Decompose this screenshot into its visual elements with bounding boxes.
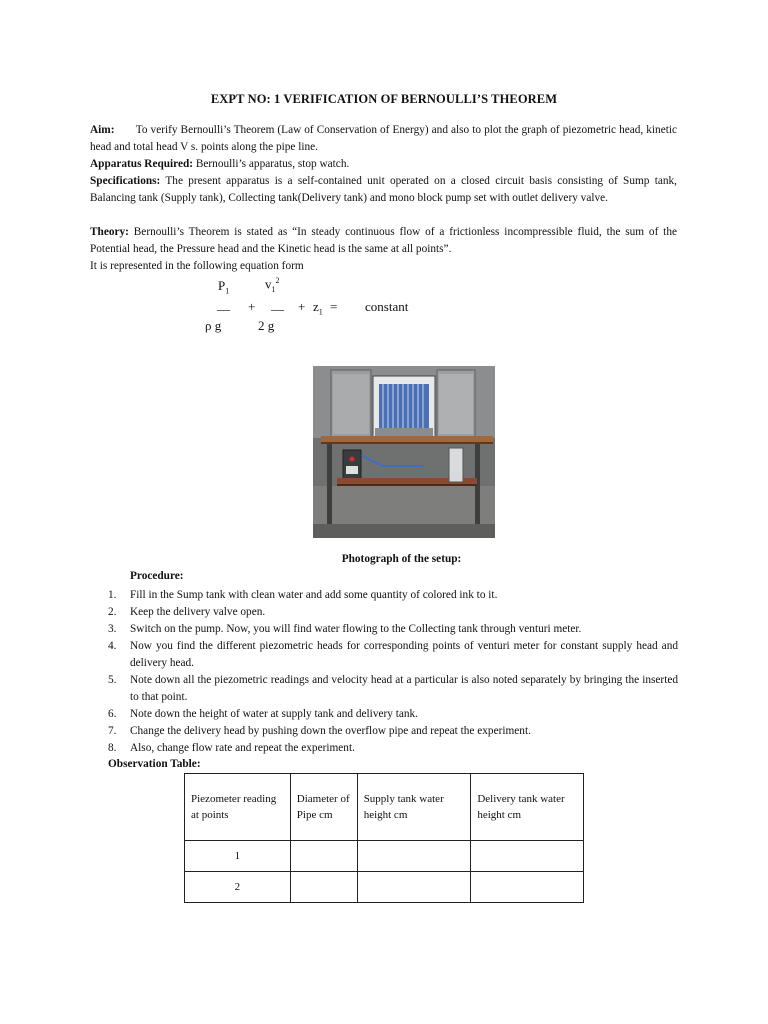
procedure-list: [108, 587, 678, 757]
procedure-step: 8. Also, change flow rate and repeat the experiment.: [108, 742, 355, 754]
procedure-step: 5. Note down all the piezometric readings and velocity head at a particular is also noted separately by bringing the inserted to that point.: [108, 674, 678, 703]
setup-photograph: [313, 366, 495, 538]
aim-label: Aim:: [90, 124, 115, 136]
equation-denominator-2g: 2 g: [258, 318, 275, 333]
equation-fraction-bar: __: [217, 297, 230, 312]
equation-equals: =: [330, 299, 338, 314]
apparatus-text: Bernoulli’s apparatus, stop watch.: [195, 158, 350, 170]
setup-photograph-drawing: [313, 366, 495, 538]
aim-paragraph: [90, 122, 677, 156]
column-header-piezometer: Piezometer reading at points: [185, 774, 291, 841]
specifications-paragraph: [90, 173, 677, 207]
table-cell: [290, 872, 357, 903]
procedure-heading: Procedure:: [130, 570, 184, 582]
page-title: EXPT NO: 1 VERIFICATION OF BERNOULLI’S THEOREM: [210, 92, 558, 106]
equation-constant: constant: [365, 299, 409, 314]
table-row: [185, 841, 584, 872]
table-cell: [471, 872, 584, 903]
table-cell: [357, 872, 471, 903]
equation-numerator-pressure: $P_1$: [218, 278, 230, 296]
theory-text: Bernoulli’s Theorem is stated as “In steady continuous flow of a frictionless incompressible fluid, the sum of the Potential head, the Pressure head and the Kinetic head is the same at all points”.: [90, 226, 677, 255]
table-cell: 1: [185, 841, 291, 872]
table-cell: 2: [185, 872, 291, 903]
photo-caption: Photograph of the setup:: [341, 553, 462, 565]
equation-intro: It is represented in the following equation form: [90, 260, 304, 272]
table-cell: [357, 841, 471, 872]
observation-table-heading: Observation Table:: [108, 758, 201, 770]
specifications-text: The present apparatus is a self-contained unit operated on a closed circuit basis consisting of Sump tank, Balancing tank (Supply tank), Collecting tank(Delivery tank) and mono block pump set with outlet delivery valve.: [90, 175, 677, 204]
procedure-step: 2. Keep the delivery valve open.: [108, 606, 266, 618]
theory-paragraph: [90, 224, 677, 258]
procedure-step: 6. Note down the height of water at supply tank and delivery tank.: [108, 708, 418, 720]
table-row: [185, 872, 584, 903]
observation-table: [184, 773, 584, 903]
equation-plus: +: [248, 299, 256, 314]
equation-z-term: $z_1$: [313, 299, 323, 317]
table-cell: [290, 841, 357, 872]
equation-fraction-bar: __: [271, 297, 284, 312]
procedure-step: 4. Now you find the different piezometric heads for corresponding points of venturi meter for constant supply head and delivery head.: [108, 640, 678, 669]
specifications-label: Specifications:: [90, 175, 161, 187]
table-cell: [471, 841, 584, 872]
column-header-delivery-tank: Delivery tank water height cm: [471, 774, 584, 841]
procedure-step: 7. Change the delivery head by pushing down the overflow pipe and repeat the experiment.: [108, 725, 531, 737]
column-header-supply-tank: Supply tank water height cm: [357, 774, 471, 841]
table-header-row: [185, 774, 584, 841]
column-header-diameter: Diameter of Pipe cm: [290, 774, 357, 841]
equation-numerator-velocity: $v_1^2$: [265, 276, 280, 294]
apparatus-paragraph: [90, 156, 677, 173]
aim-text: To verify Bernoulli’s Theorem (Law of Conservation of Energy) and also to plot the graph of piezometric head, kinetic head and total head V s. points along the pipe line.: [90, 124, 677, 153]
theory-label: Theory:: [90, 226, 129, 238]
equation-plus: +: [298, 299, 306, 314]
procedure-step: 1. Fill in the Sump tank with clean water and add some quantity of colored ink to it.: [108, 589, 498, 601]
procedure-step: 3. Switch on the pump. Now, you will find water flowing to the Collecting tank through venturi meter.: [108, 623, 582, 635]
apparatus-label: Apparatus Required:: [90, 158, 194, 170]
equation-denominator-rho-g: ρ g: [205, 318, 222, 333]
